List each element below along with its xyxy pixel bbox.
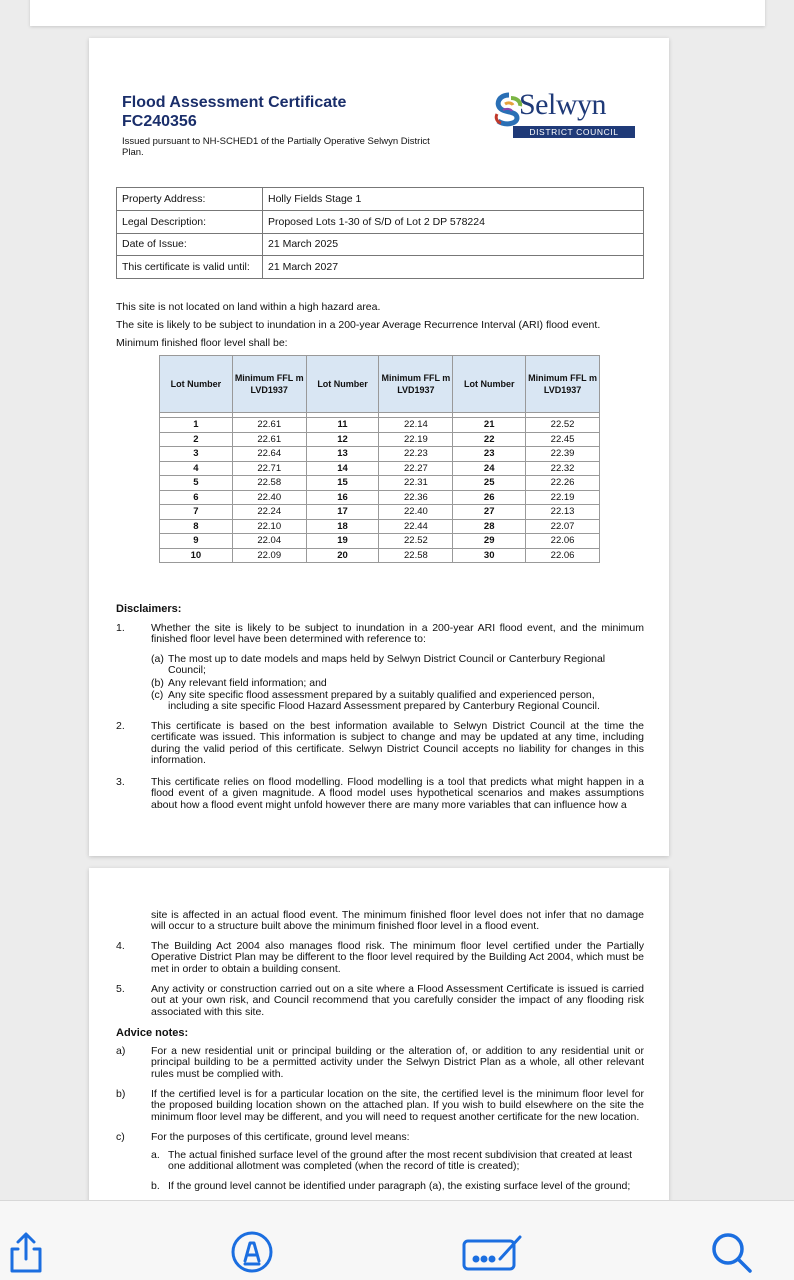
ffl-header: Lot Number — [453, 356, 526, 413]
ffl-level: 22.40 — [232, 490, 306, 505]
ffl-level: 22.52 — [526, 418, 600, 433]
ffl-header: Minimum FFL m LVD1937 — [379, 356, 453, 413]
ffl-level: 22.07 — [526, 519, 600, 534]
ffl-row — [160, 548, 600, 563]
info-label: Property Address: — [117, 188, 263, 211]
ffl-header: Minimum FFL m LVD1937 — [526, 356, 600, 413]
certificate-title: Flood Assessment Certificate FC240356 — [122, 94, 347, 130]
info-label: Legal Description: — [117, 210, 263, 233]
ffl-level: 22.45 — [526, 432, 600, 447]
ffl-lot-number: 24 — [453, 461, 526, 476]
ffl-row — [160, 418, 600, 433]
ffl-row — [160, 432, 600, 447]
info-value: 21 March 2025 — [263, 233, 644, 256]
ffl-lot-number: 4 — [160, 461, 233, 476]
ffl-level: 22.10 — [232, 519, 306, 534]
ffl-level: 22.06 — [526, 534, 600, 549]
ffl-table — [159, 355, 600, 563]
info-label: This certificate is valid until: — [117, 256, 263, 279]
ffl-lot-number: 14 — [306, 461, 379, 476]
certificate-subtitle: Issued pursuant to NH-SCHED1 of the Partially Operative Selwyn District Plan. — [122, 136, 430, 158]
ffl-level: 22.19 — [526, 490, 600, 505]
bottom-toolbar — [0, 1200, 794, 1280]
ffl-level: 22.09 — [232, 548, 306, 563]
ffl-level: 22.06 — [526, 548, 600, 563]
share-icon[interactable] — [4, 1231, 48, 1275]
info-label: Date of Issue: — [117, 233, 263, 256]
ffl-lot-number: 6 — [160, 490, 233, 505]
ffl-level: 22.71 — [232, 461, 306, 476]
ffl-lot-number: 1 — [160, 418, 233, 433]
ffl-level: 22.32 — [526, 461, 600, 476]
info-value: 21 March 2027 — [263, 256, 644, 279]
ffl-level: 22.31 — [379, 476, 453, 491]
ffl-level: 22.36 — [379, 490, 453, 505]
ffl-level: 22.19 — [379, 432, 453, 447]
info-value: Proposed Lots 1-30 of S/D of Lot 2 DP 578224 — [263, 210, 644, 233]
ffl-lot-number: 5 — [160, 476, 233, 491]
more-icon[interactable] — [460, 1231, 526, 1275]
advice-heading: Advice notes: — [116, 1027, 189, 1039]
info-row — [117, 256, 644, 279]
ffl-header: Lot Number — [306, 356, 379, 413]
ffl-lot-number: 23 — [453, 447, 526, 462]
ffl-level: 22.64 — [232, 447, 306, 462]
ffl-lot-number: 18 — [306, 519, 379, 534]
ffl-lot-number: 2 — [160, 432, 233, 447]
ffl-lot-number: 3 — [160, 447, 233, 462]
ffl-lot-number: 29 — [453, 534, 526, 549]
markup-icon[interactable] — [230, 1231, 274, 1275]
ffl-level: 22.26 — [526, 476, 600, 491]
ffl-level: 22.04 — [232, 534, 306, 549]
ffl-lot-number: 10 — [160, 548, 233, 563]
ffl-lot-number: 20 — [306, 548, 379, 563]
ffl-lot-number: 16 — [306, 490, 379, 505]
ffl-level: 22.39 — [526, 447, 600, 462]
certificate-number: FC240356 — [122, 113, 197, 130]
ffl-level: 22.40 — [379, 505, 453, 520]
ffl-level: 22.23 — [379, 447, 453, 462]
ffl-lot-number: 11 — [306, 418, 379, 433]
ffl-lot-number: 12 — [306, 432, 379, 447]
ffl-header: Minimum FFL m LVD1937 — [232, 356, 306, 413]
ffl-lot-number: 9 — [160, 534, 233, 549]
ffl-level: 22.61 — [232, 418, 306, 433]
ffl-row — [160, 461, 600, 476]
ffl-row — [160, 476, 600, 491]
ffl-lot-number: 13 — [306, 447, 379, 462]
ffl-level: 22.13 — [526, 505, 600, 520]
ffl-lot-number: 7 — [160, 505, 233, 520]
min-floor-statement: Minimum finished floor level shall be: — [116, 337, 288, 349]
ffl-lot-number: 27 — [453, 505, 526, 520]
ffl-lot-number: 30 — [453, 548, 526, 563]
hazard-statement: This site is not located on land within a high hazard area. — [116, 301, 381, 313]
ffl-row — [160, 447, 600, 462]
search-icon[interactable] — [710, 1231, 754, 1275]
property-info-table — [116, 187, 644, 279]
ffl-level: 22.44 — [379, 519, 453, 534]
document-page-2: site is affected in an actual flood event. The minimum finished floor level does not infer that no damage will occur to a structure built above the minimum finished floor level in a flood event. 4. The Building Act 2004 also manages flood risk. The minimum floor level certified under the Partially Operative District Plan may be different to the floor level required by the Building Act 2004, which must be met in order to obtain a building consent. 5. Any activity or construction carried out on a site where a Flood Assessment Certificate is issued is carried out at your own risk, and Council recommend that you carefully consider the impact of any flooding risk associated with this site. Advice notes: a) For a new residential unit or principal building or the alteration of, or addition to any residential unit or principal building to be a permitted activity under the Selwyn District Plan as a whole, all other relevant rules must be complied with. b) If the certified level is for a particular location on the site, the certified level is the minimum floor level for the proposed building location shown on the attached plan. If you wish to build elsewhere on the site the minimum floor level may be different, and you will need to request another certificate for the new location. c) For the purposes of this certificate, ground level means: a. The actual finished surface level of the ground after the most recent subdivision that created at least one additional allotment was completed (when the record of title is created); b. If the ground level cannot be identified under paragraph (a), the existing surface level of the ground; — [89, 868, 669, 1208]
ffl-level: 22.58 — [232, 476, 306, 491]
ffl-row — [160, 490, 600, 505]
ffl-lot-number: 25 — [453, 476, 526, 491]
ffl-lot-number: 17 — [306, 505, 379, 520]
document-page-1: Flood Assessment Certificate FC240356 Issued pursuant to NH-SCHED1 of the Partially Operative Selwyn District Plan. Selwyn DISTRICT COUNCIL Property Address: Holly Fields Stage 1 Legal Description: Proposed Lots 1-30 of S/D of Lot 2 DP 578224 Date of Issue: 21 March 2025 This certificate is valid until: 21 March 2027 This site is not located on land within a high hazard area. The site is likely to be subject to inundation in a 200-year Average Recurrence Interval (ARI) flood event. Minimum finished floor level shall be: Lot Number Minimum FFL m LVD1937 Lot Number Minimum FFL m LVD1937 Lot Number Minimum FFL m LVD1937 1 22.61 11 22.14 21 22.52 2 22.61 12 22.19 22 22.45 3 22.64 13 22.23 23 22.39 4 22.71 14 22.27 24 22.32 5 22.58 15 22.31 25 22.26 6 22.40 16 22.36 26 22.19 7 22.24 17 22.40 27 22.13 8 22.10 18 22.44 28 22.07 9 22.04 19 22.52 29 22.06 10 22.09 20 22.58 30 22.06 Disclaimers: 1. Whether the site is likely to be subject to inundation in a 200-year ARI flood event, and the minimum finished floor level have been determined with reference to: (a) The most up to date models and maps held by Selwyn District Council or Canterbury Regional Council; (b) Any relevant field information; and (c) Any site specific flood assessment prepared by a suitably qualified and experienced person, including a site specific Flood Hazard Assessment prepared by Canterbury Regional Council. 2. This certificate is based on the best information available to Selwyn District Council at the time the certificate was issued. This information is subject to change and may be updated at any time, including during the valid period of this certificate. Selwyn District Council accepts no liability for changes in this information. 3. This certificate relies on flood modelling. Flood modelling is a tool that predicts what might happen in a flood event of a given magnitude. A flood model uses hypothetical scenarios and makes assumptions about how a flood event might unfold however there are many more variables that can influence how a — [89, 38, 669, 856]
info-row — [117, 188, 644, 211]
ffl-row — [160, 519, 600, 534]
ffl-header: Lot Number — [160, 356, 233, 413]
ffl-level: 22.58 — [379, 548, 453, 563]
info-row — [117, 210, 644, 233]
selwyn-logo: Selwyn DISTRICT COUNCIL — [485, 92, 637, 142]
ffl-row — [160, 534, 600, 549]
ffl-level: 22.27 — [379, 461, 453, 476]
ffl-level: 22.24 — [232, 505, 306, 520]
ffl-row — [160, 505, 600, 520]
ffl-lot-number: 26 — [453, 490, 526, 505]
ffl-lot-number: 21 — [453, 418, 526, 433]
inundation-statement: The site is likely to be subject to inundation in a 200-year Average Recurrence Interval (ARI) flood event. — [116, 319, 601, 331]
info-row — [117, 233, 644, 256]
ffl-level: 22.52 — [379, 534, 453, 549]
previous-page-edge — [30, 0, 765, 26]
ffl-lot-number: 28 — [453, 519, 526, 534]
ffl-lot-number: 15 — [306, 476, 379, 491]
disclaimers-heading: Disclaimers: — [116, 603, 182, 615]
ffl-lot-number: 8 — [160, 519, 233, 534]
ffl-level: 22.61 — [232, 432, 306, 447]
info-value: Holly Fields Stage 1 — [263, 188, 644, 211]
ffl-lot-number: 22 — [453, 432, 526, 447]
ffl-lot-number: 19 — [306, 534, 379, 549]
ffl-level: 22.14 — [379, 418, 453, 433]
